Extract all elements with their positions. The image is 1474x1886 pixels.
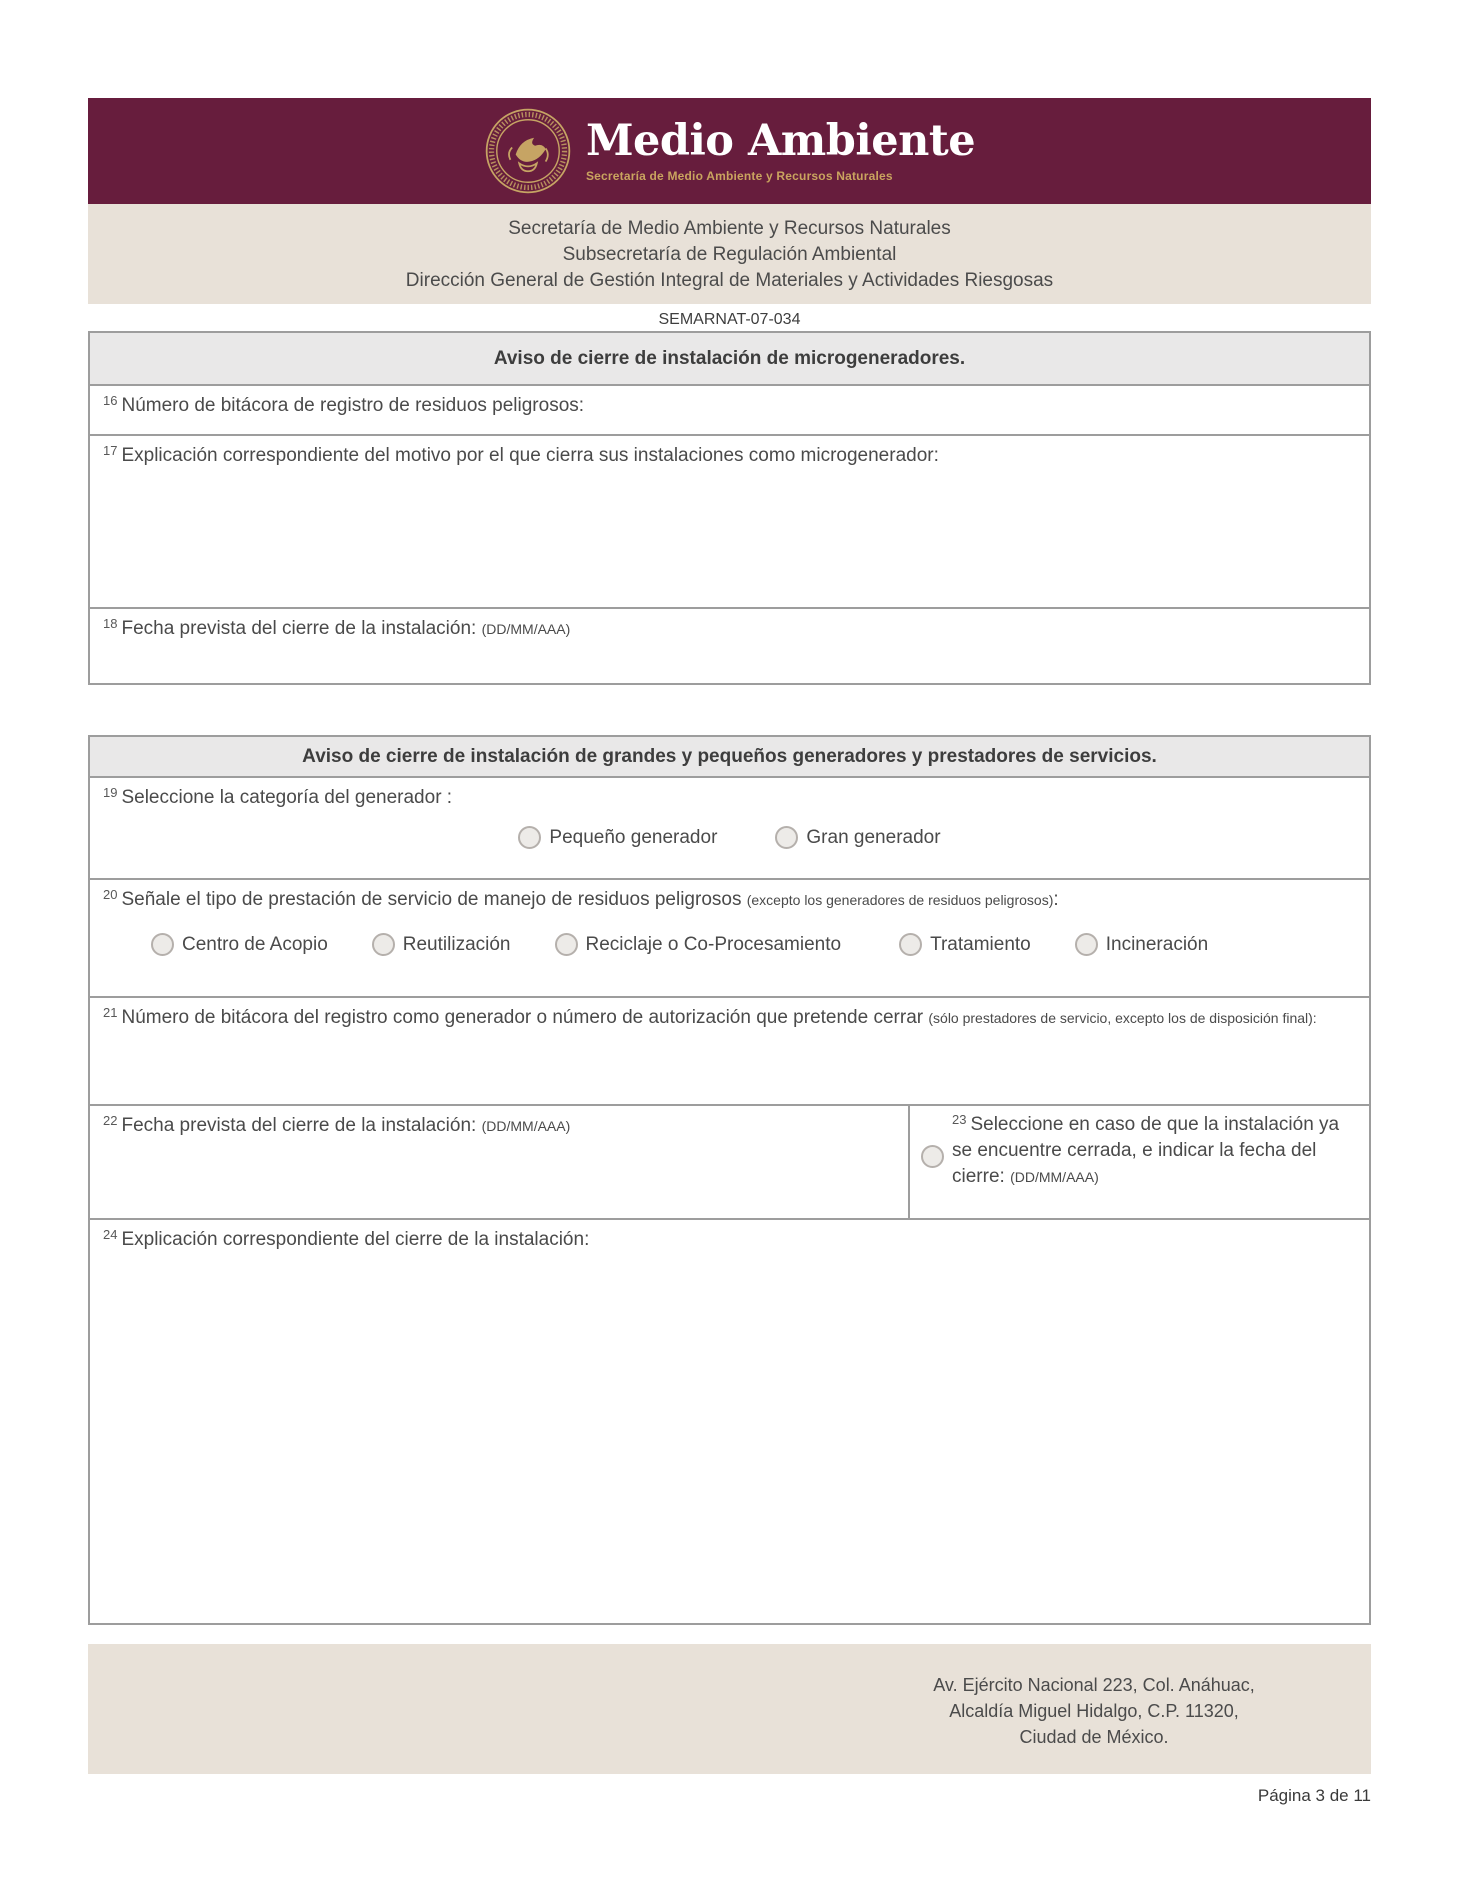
medio-ambiente-logo <box>484 107 975 195</box>
address-block <box>889 1672 1299 1750</box>
field-number: 21 <box>103 1004 118 1020</box>
logo-subtitle: Secretaría de Medio Ambiente y Recursos Naturales <box>585 169 893 184</box>
section-title: Aviso de cierre de instalación de grandes y pequeños generadores y prestadores de servicios. <box>302 745 1157 767</box>
agency-subheader <box>88 204 1371 304</box>
field-23-date-format-hint: (DD/MM/AAA) <box>1010 1169 1099 1185</box>
option-incineracion[interactable] <box>1075 933 1208 956</box>
field-21-label: Número de bitácora del registro como generador o número de autorización que pretende cerrar <box>121 1007 929 1028</box>
field-22-23-row <box>88 1104 1371 1220</box>
radio-incineracion[interactable] <box>1075 933 1098 956</box>
mexico-coat-of-arms-icon <box>484 107 572 195</box>
option-reciclaje-coprocesamiento[interactable] <box>555 933 842 956</box>
radio-gran-generador[interactable] <box>775 826 798 849</box>
field-number: 16 <box>103 392 118 408</box>
field-23-instalacion-cerrada <box>908 1106 1369 1218</box>
option-label: Gran generador <box>806 827 941 848</box>
field-23-label: Seleccione en caso de que la instalación ya se encuentre cerrada, e indicar la fecha del cierre: <box>952 1114 1340 1187</box>
field-19-label: Seleccione la categoría del generador : <box>121 787 453 808</box>
field-18-date-format-hint: (DD/MM/AAA) <box>481 621 571 637</box>
section-microgeneradores <box>88 331 1371 685</box>
field-16-label: Número de bitácora de registro de residuos peligrosos: <box>121 395 585 416</box>
option-label: Tratamiento <box>930 934 1031 955</box>
address-line-3: Ciudad de México. <box>1019 1727 1169 1747</box>
radio-instalacion-cerrada[interactable] <box>921 1145 944 1168</box>
address-line-2: Alcaldía Miguel Hidalgo, C.P. 11320, <box>949 1701 1239 1721</box>
subheader-line-1: Secretaría de Medio Ambiente y Recursos Naturales <box>508 218 951 239</box>
field-number: 22 <box>103 1112 118 1128</box>
field-22-fecha-input[interactable] <box>90 1106 908 1218</box>
subheader-line-3: Dirección General de Gestión Integral de Materiales y Actividades Riesgosas <box>405 270 1054 291</box>
footer-address-band <box>88 1644 1371 1774</box>
gov-banner <box>88 98 1371 204</box>
field-number: 19 <box>103 784 118 800</box>
section-generadores-header <box>88 735 1371 778</box>
field-20-label: Señale el tipo de prestación de servicio de manejo de residuos peligrosos <box>121 889 747 910</box>
radio-tratamiento[interactable] <box>899 933 922 956</box>
option-pequeno-generador[interactable] <box>518 826 717 849</box>
option-reutilizacion[interactable] <box>372 933 511 956</box>
radio-reciclaje-coprocesamiento[interactable] <box>555 933 578 956</box>
field-17-label: Explicación correspondiente del motivo por el que cierra sus instalaciones como microgenerador: <box>121 445 939 466</box>
field-22-date-format-hint: (DD/MM/AAA) <box>481 1118 571 1134</box>
address-line-1: Av. Ejército Nacional 223, Col. Anáhuac, <box>933 1675 1255 1695</box>
option-label: Centro de Acopio <box>182 934 328 955</box>
field-20-tipo-prestacion <box>88 878 1371 998</box>
option-label: Pequeño generador <box>549 827 718 848</box>
field-16-bitacora-input[interactable] <box>88 384 1371 436</box>
option-label: Reciclaje o Co-Procesamiento <box>585 934 842 955</box>
option-centro-de-acopio[interactable] <box>151 933 328 956</box>
field-20-label-small: (excepto los generadores de residuos peligrosos) <box>746 892 1054 908</box>
field-number: 24 <box>103 1226 118 1242</box>
field-18-fecha-input[interactable] <box>88 607 1371 685</box>
radio-centro-de-acopio[interactable] <box>151 933 174 956</box>
section-grandes-pequenos-generadores <box>88 735 1371 1625</box>
subheader-line-2: Subsecretaría de Regulación Ambiental <box>562 244 897 265</box>
radio-reutilizacion[interactable] <box>372 933 395 956</box>
field-24-label: Explicación correspondiente del cierre de la instalación: <box>121 1229 590 1250</box>
field-21-label-colon: : <box>1312 1010 1317 1026</box>
field-number: 17 <box>103 442 118 458</box>
section-microgeneradores-header <box>88 331 1371 386</box>
field-17-explicacion-input[interactable] <box>88 434 1371 609</box>
field-number: 20 <box>103 886 118 902</box>
field-number: 23 <box>952 1111 967 1127</box>
option-gran-generador[interactable] <box>775 826 940 849</box>
option-label: Reutilización <box>402 934 511 955</box>
form-code: SEMARNAT-07-034 <box>658 311 801 328</box>
field-20-label-colon: : <box>1053 889 1059 910</box>
option-label: Incineración <box>1105 934 1209 955</box>
field-21-label-small: (sólo prestadores de servicio, excepto los de disposición final) <box>928 1010 1313 1026</box>
logo-title: Medio Ambiente <box>585 115 976 166</box>
field-21-bitacora-autorizacion-input[interactable] <box>88 996 1371 1106</box>
field-number: 18 <box>103 615 118 631</box>
field-24-explicacion-input[interactable] <box>88 1218 1371 1625</box>
section-title: Aviso de cierre de instalación de microgeneradores. <box>493 347 966 369</box>
option-tratamiento[interactable] <box>899 933 1031 956</box>
field-19-categoria <box>88 776 1371 880</box>
field-18-label: Fecha prevista del cierre de la instalación: <box>121 618 482 639</box>
field-22-label: Fecha prevista del cierre de la instalación: <box>121 1115 482 1136</box>
radio-pequeno-generador[interactable] <box>518 826 541 849</box>
page-number: Página 3 de 11 <box>1257 1786 1371 1805</box>
